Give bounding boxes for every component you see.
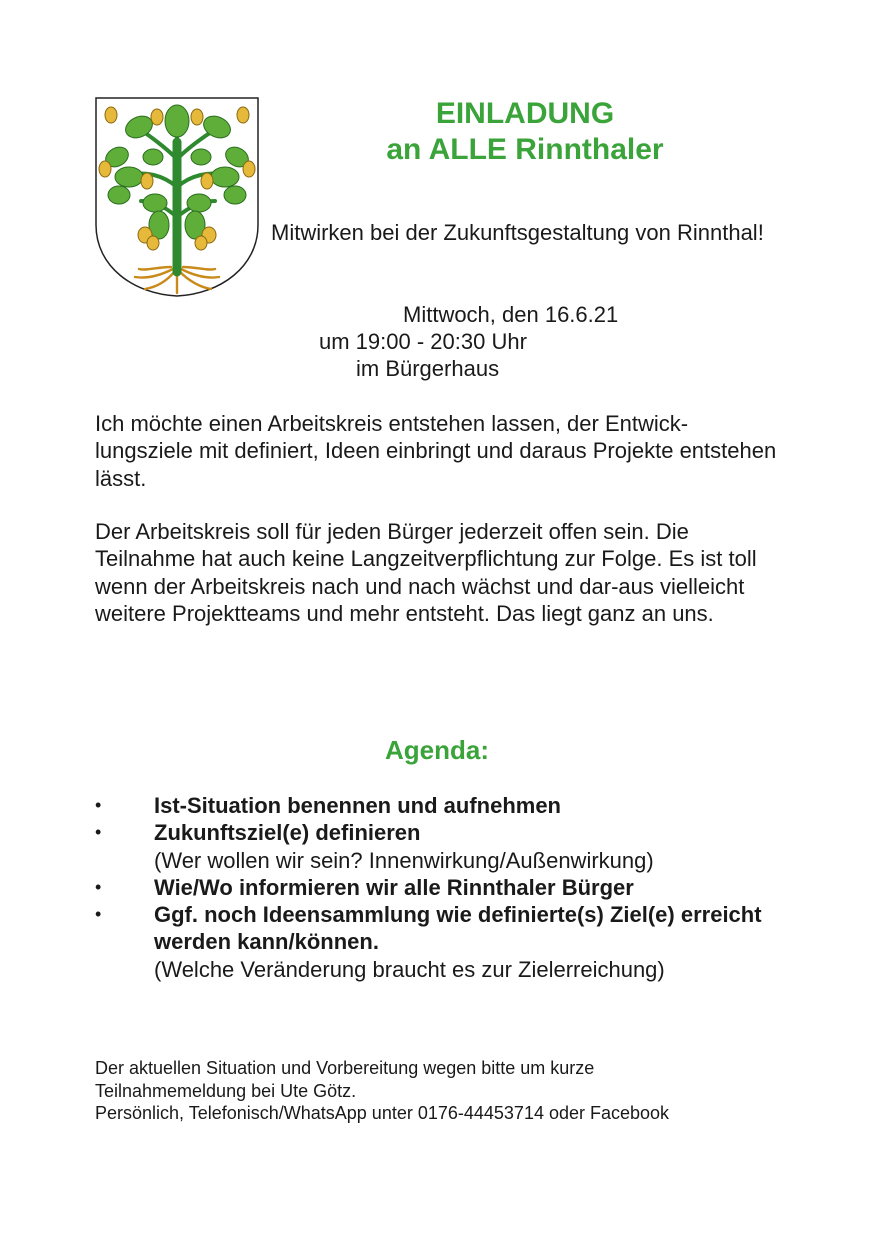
invitation-title: EINLADUNG — [435, 97, 615, 130]
bullet-icon: • — [95, 904, 102, 925]
bullet-icon: • — [95, 822, 102, 843]
agenda-item — [95, 819, 795, 874]
coat-of-arms-icon — [95, 97, 259, 297]
agenda-list — [95, 792, 795, 983]
event-time: um 19:00 - 20:30 Uhr — [319, 329, 527, 354]
agenda-item-title: Wie/Wo informieren wir alle Rinnthaler Bürger — [154, 874, 634, 900]
agenda-heading: Agenda: — [385, 735, 489, 765]
bullet-icon: • — [95, 876, 102, 897]
agenda-item-title: Ggf. noch Ideensammlung wie definierte(s) Ziel(e) erreicht werden kann/können. — [154, 902, 762, 955]
agenda-item-title: Ist-Situation benennen und aufnehmen — [154, 793, 561, 818]
footer-note — [95, 1057, 795, 1125]
agenda-item-title: Zukunftsziel(e) definieren — [154, 820, 421, 846]
intro-text: Mitwirken bei der Zukunftsgestaltung von Rinnthal! — [271, 220, 764, 245]
footer-contact: Persönlich, Telefonisch/WhatsApp unter 0176-44453714 oder Facebook — [95, 1103, 670, 1123]
agenda-item — [95, 874, 795, 901]
agenda-item — [95, 901, 795, 983]
agenda-item — [95, 792, 795, 819]
bullet-icon: • — [95, 795, 102, 815]
event-place: im Bürgerhaus — [356, 356, 500, 381]
footer-line: Teilnahmemeldung bei Ute Götz. — [95, 1080, 357, 1101]
agenda-item-note: (Welche Veränderung braucht es zur Zielerreichung) — [154, 956, 665, 982]
event-date: Mittwoch, den 16.6.21 — [403, 302, 619, 327]
body-paragraph-1: Ich möchte einen Arbeitskreis entstehen lassen, der Entwick-lungsziele mit definiert, Ideen einbringt und daraus Projekte entstehen lässt. — [95, 411, 777, 491]
body-paragraph-2: Der Arbeitskreis soll für jeden Bürger jederzeit offen sein. Die Teilnahme hat auch keine Langzeitverpflichtung zur Folge. Es ist toll wenn der Arbeitskreis nach und nach wächst und dar-aus vielleicht weitere Projektteams und mehr entsteht. Das liegt ganz an uns. — [95, 519, 757, 626]
footer-line: Der aktuellen Situation und Vorbereitung wegen bitte um kurze — [95, 1058, 595, 1078]
invitation-subtitle: an ALLE Rinnthaler — [386, 133, 664, 166]
agenda-item-note: (Wer wollen wir sein? Innenwirkung/Außenwirkung) — [154, 847, 654, 873]
